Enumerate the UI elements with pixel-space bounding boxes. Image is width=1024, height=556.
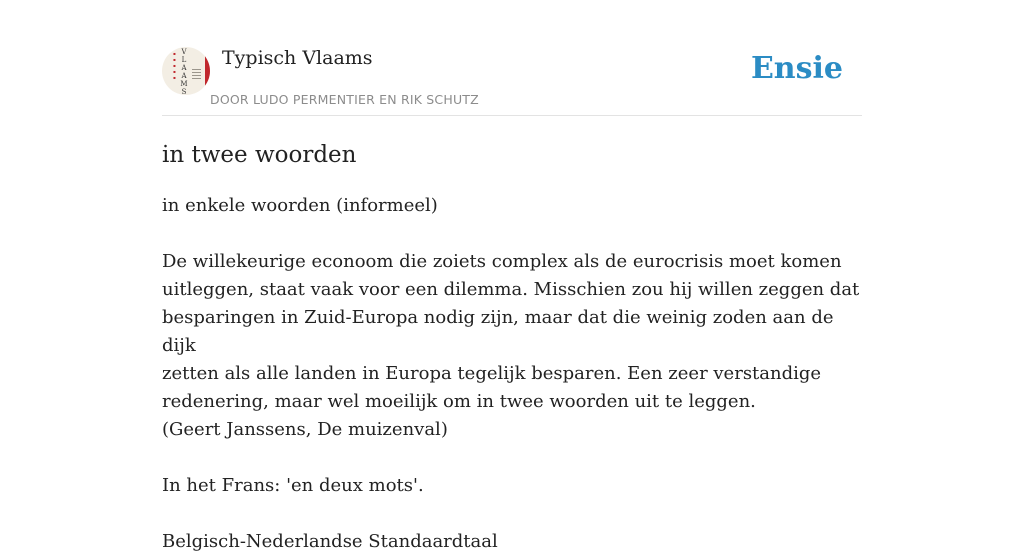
example-line: uitleggen, staat vaak voor een dilemma. Misschien zou hij willen zeggen dat [162, 279, 860, 300]
cover-red-letters: ▪ ▪ ▪ ▪ ▪ [173, 51, 176, 80]
cover-letter: A [181, 64, 187, 72]
entry-term: in twee woorden [162, 142, 357, 168]
cover-fine-print [192, 69, 201, 81]
language-category: Belgisch-Nederlandse Standaardtaal [162, 531, 498, 552]
example-line: redenering, maar wel moeilijk om in twee woorden uit te leggen. [162, 391, 756, 412]
cover-letter: M [180, 80, 188, 88]
example-source: (Geert Janssens, De muizenval) [162, 419, 448, 440]
book-cover-avatar[interactable] [162, 47, 210, 95]
cover-letter: V [181, 48, 187, 56]
cover-red-edge [205, 47, 210, 95]
example-quote [162, 248, 862, 444]
book-authors: DOOR LUDO PERMENTIER EN RIK SCHUTZ [210, 92, 479, 107]
ensie-logo-link[interactable]: Ensie [750, 51, 843, 86]
entry-definition [162, 192, 862, 556]
definition-meaning: in enkele woorden (informeel) [162, 195, 438, 216]
book-title[interactable]: Typisch Vlaams [222, 47, 373, 69]
cover-letter: A [181, 72, 187, 80]
cover-letter: S [181, 88, 187, 95]
cover-letters [179, 48, 189, 95]
example-line: besparingen in Zuid-Europa nodig zijn, maar dat die weinig zoden aan de dijk [162, 307, 834, 356]
example-line: De willekeurige econoom die zoiets complex als de eurocrisis moet komen [162, 251, 842, 272]
entry-header [162, 0, 862, 116]
french-equivalent: In het Frans: 'en deux mots'. [162, 475, 424, 496]
cover-letter: L [181, 56, 187, 64]
entry-page [162, 0, 862, 552]
example-line: zetten als alle landen in Europa tegelijk besparen. Een zeer verstandige [162, 363, 822, 384]
